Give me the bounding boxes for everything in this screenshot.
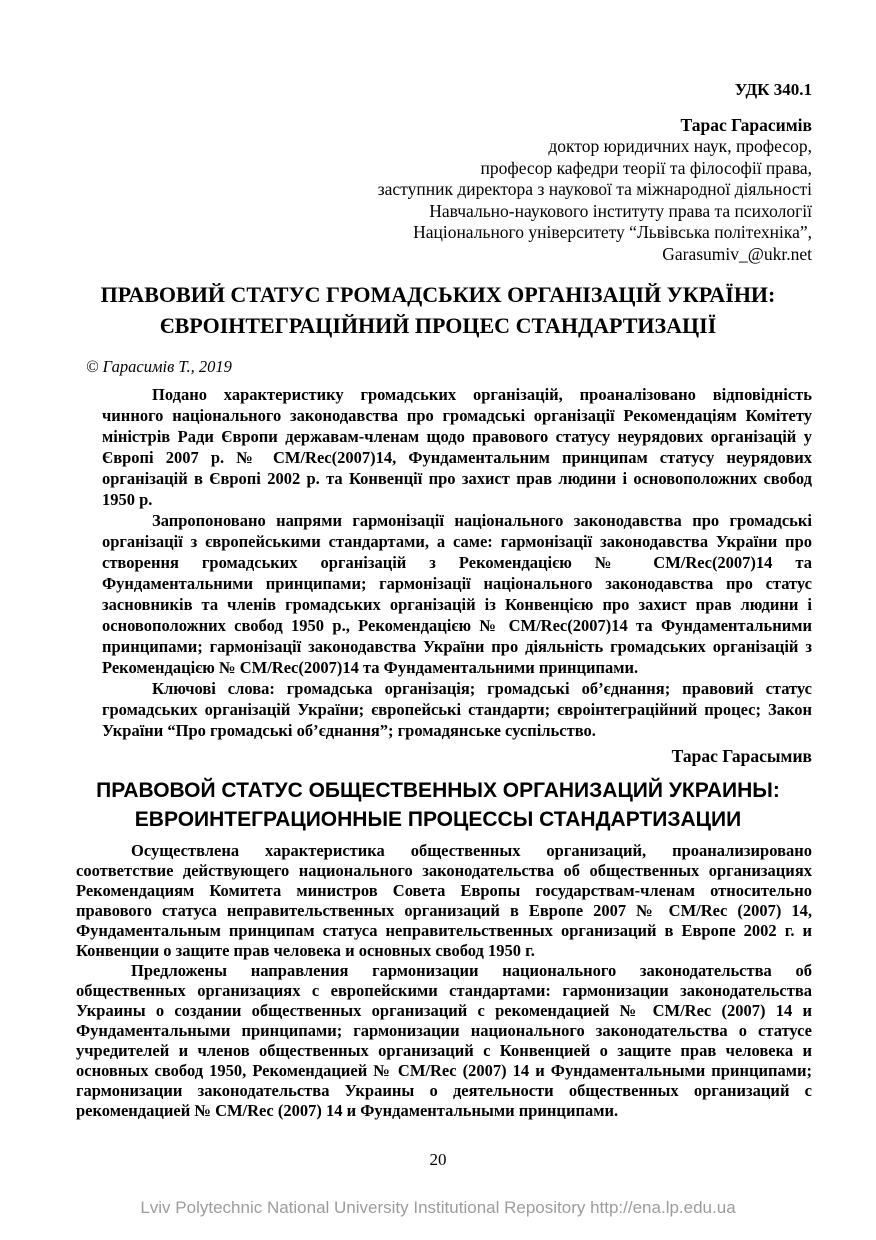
udc-code: УДК 340.1 <box>734 80 812 99</box>
abstract-russian-paragraph-1: Осуществлена характеристика общественных организаций, проанализировано соответствие действующего национального законодательства об общественных организациях Рекомендациям Комитета министров Совета Европы государствам-членам относительно правового статуса неправительственных организаций в Европе 2007 № CM/Rec (2007) 14, Фундаментальным принципам статуса неправительственных организаций в Европе 2002 г. и Конвенции о защите прав человека и основных свобод 1950 г. <box>76 841 812 960</box>
author-affiliation-block <box>64 136 812 265</box>
affiliation-line: професор кафедри теорії та філософії права, <box>480 157 812 178</box>
title-russian-line2: ЕВРОИНТЕГРАЦИОННЫЕ ПРОЦЕССЫ СТАНДАРТИЗАЦИИ <box>134 808 742 831</box>
title-ukrainian-line2: ЄВРОІНТЕГРАЦІЙНИЙ ПРОЦЕС СТАНДАРТИЗАЦІЇ <box>159 313 717 338</box>
article-title-ukrainian <box>64 279 812 341</box>
page-number: 20 <box>429 1150 447 1169</box>
affiliation-line: заступник директора з наукової та міжнародної діяльності <box>377 179 812 199</box>
abstract-ukrainian <box>102 384 812 741</box>
affiliation-line: Навчально-наукового інституту права та психології <box>429 200 812 221</box>
article-title-russian <box>64 776 812 834</box>
affiliation-line: доктор юридичних наук, професор, <box>548 136 812 156</box>
affiliation-line: Національного університету “Львівська політехніка”, <box>413 222 812 242</box>
author-name-russian: Тарас Гарасымив <box>671 746 812 766</box>
abstract-ukrainian-paragraph-1: Подано характеристику громадських організацій, проаналізовано відповідність чинного національного законодавства про громадські організації Рекомендаціям Комітету міністрів Ради Європи державам-членам щодо правового статусу неурядових організацій у Європі 2007 р. № CM/Rec(2007)14, Фундаментальним принципам статусу неурядових організацій в Європі 2002 р. та Конвенції про захист прав людини і основоположних свобод 1950 р. <box>102 385 812 509</box>
author-email: Garasumiv_@ukr.net <box>662 243 812 264</box>
abstract-russian <box>76 841 812 1121</box>
repository-footer: Lviv Polytechnic National University Institutional Repository http://ena.lp.edu.ua <box>140 1198 736 1217</box>
title-ukrainian-line1: ПРАВОВИЙ СТАТУС ГРОМАДСЬКИХ ОРГАНІЗАЦІЙ УКРАЇНИ: <box>100 282 776 307</box>
abstract-russian-paragraph-2: Предложены направления гармонизации национального законодательства об общественных организациях с европейскими стандартами: гармонизации законодательства Украины о создании общественных организаций с рекомендацией № CM/Rec (2007) 14 и Фундаментальными принципами; гармонизации национального законодательства о статусе учредителей и членов общественных организаций с Конвенцией о защите прав человека и основных свобод 1950, Рекомендацией № CM/Rec (2007) 14 и Фундаментальными принципами; гармонизации законодательства Украины о деятельности общественных организаций с рекомендацией № CM/Rec (2007) 14 и Фундаментальными принципами. <box>76 961 812 1120</box>
title-russian-line1: ПРАВОВОЙ СТАТУС ОБЩЕСТВЕННЫХ ОРГАНИЗАЦИЙ УКРАИНЫ: <box>96 779 780 802</box>
abstract-ukrainian-paragraph-2: Запропоновано напрями гармонізації національного законодавства про громадські організації з європейськими стандартами, а саме: гармонізації законодавства України про створення громадських організацій з Рекомендацією № CM/Rec(2007)14 та Фундаментальними принципами; гармонізації національного законодавства про статус засновників та членів громадських організацій із Конвенцією про захист прав людини і основоположних свобод 1950 р., Рекомендацією № CM/Rec(2007)14 та Фундаментальними принципами; гармонізації законодавства України про діяльність громадських організацій з Рекомендацією № CM/Rec(2007)14 та Фундаментальними принципами. <box>102 511 812 677</box>
copyright-notice: © Гарасимів Т., 2019 <box>86 357 232 376</box>
keywords-ukrainian: Ключові слова: громадська організація; громадські об’єднання; правовий статус громадських організацій України; європейські стандарти; євроінтеграційний процес; Закон України “Про громадські об’єднання”; громадянське суспільство. <box>102 679 812 740</box>
author-name-ukrainian: Тарас Гарасимів <box>680 115 812 135</box>
